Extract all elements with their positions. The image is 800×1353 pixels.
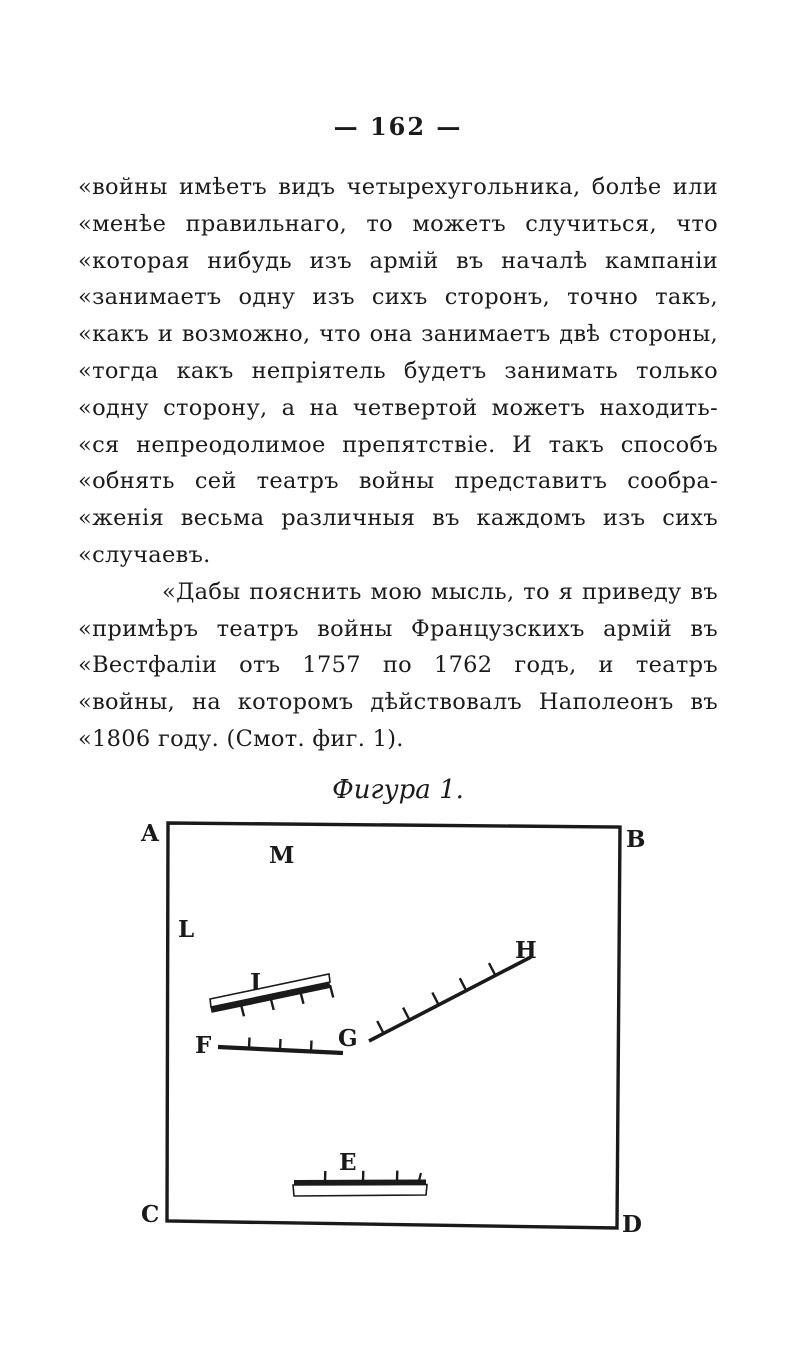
hatch-tick xyxy=(419,1173,421,1181)
figure-label-f: F xyxy=(195,1032,212,1059)
text-line: «тогда какъ непріятель будетъ занимать только xyxy=(78,357,718,384)
army-position-e-band xyxy=(293,1185,427,1197)
body-text xyxy=(78,169,718,758)
text-line: «войны имѣетъ видъ четырехугольника, болѣе или xyxy=(78,174,718,200)
hatch-tick xyxy=(377,1021,383,1033)
hatch-tick xyxy=(489,963,495,975)
text-line: «занимаетъ одну изъ сихъ сторонъ, точно такъ, xyxy=(78,284,718,311)
figure-1-diagram xyxy=(0,800,800,1260)
text-line: «войны, на которомъ дѣйствовалъ Наполеонъ въ xyxy=(78,689,718,716)
army-position-j xyxy=(210,974,333,1016)
hatch-tick xyxy=(432,993,438,1005)
hatch-tick xyxy=(460,978,466,990)
figure-label-e: E xyxy=(339,1149,357,1176)
text-line: «1806 году. (Смот. фиг. 1). xyxy=(78,725,404,752)
figure-label-a: A xyxy=(141,820,159,847)
figure-caption: Фигура 1. xyxy=(332,775,464,805)
text-line: «ся непреодолимое препятствіе. И такъ способъ xyxy=(78,431,718,458)
text-line: «примѣръ театръ войны Французскихъ армій въ xyxy=(78,615,718,642)
figure-label-g: G xyxy=(338,1025,358,1052)
text-line: «менѣе правильнаго, то можетъ случиться, что xyxy=(78,210,718,237)
army-position-gh-line xyxy=(369,957,531,1041)
army-position-fg xyxy=(218,1038,343,1054)
army-position-e xyxy=(293,1171,427,1196)
army-position-gh xyxy=(369,957,531,1041)
text-line: «Дабы пояснить мою мысль, то я приведу въ xyxy=(162,578,718,605)
figure-label-m: M xyxy=(269,842,295,869)
text-line: «которая нибудь изъ армій въ началѣ кампаніи xyxy=(78,247,718,274)
hatch-tick xyxy=(280,1039,281,1050)
figure-label-j: J xyxy=(250,969,261,996)
page-number: — 162 — xyxy=(333,112,463,141)
figure-label-l: L xyxy=(178,916,195,943)
text-line: «Вестфаліи отъ 1757 по 1762 годъ, и театръ xyxy=(78,652,718,679)
hatch-tick xyxy=(403,1008,409,1020)
hatch-tick xyxy=(311,1041,312,1052)
text-line: «женія весьма различныя въ каждомъ изъ сихъ xyxy=(78,505,718,532)
text-line: «случаевъ. xyxy=(78,541,211,568)
figure-label-d: D xyxy=(622,1211,642,1238)
figure-label-b: B xyxy=(626,826,646,853)
figure-label-c: C xyxy=(141,1201,160,1228)
figure-label-h: H xyxy=(515,937,537,964)
hatch-tick xyxy=(330,985,333,998)
text-line: «обнять сей театръ войны представитъ сообра- xyxy=(78,468,718,495)
army-position-e-front-line xyxy=(294,1182,426,1183)
text-line: «какъ и возможно, что она занимаетъ двѣ стороны, xyxy=(78,321,718,348)
hatch-tick xyxy=(249,1038,250,1049)
text-line: «одну сторону, а на четвертой можетъ находить- xyxy=(78,394,718,421)
theater-boundary-rectangle xyxy=(167,823,620,1228)
